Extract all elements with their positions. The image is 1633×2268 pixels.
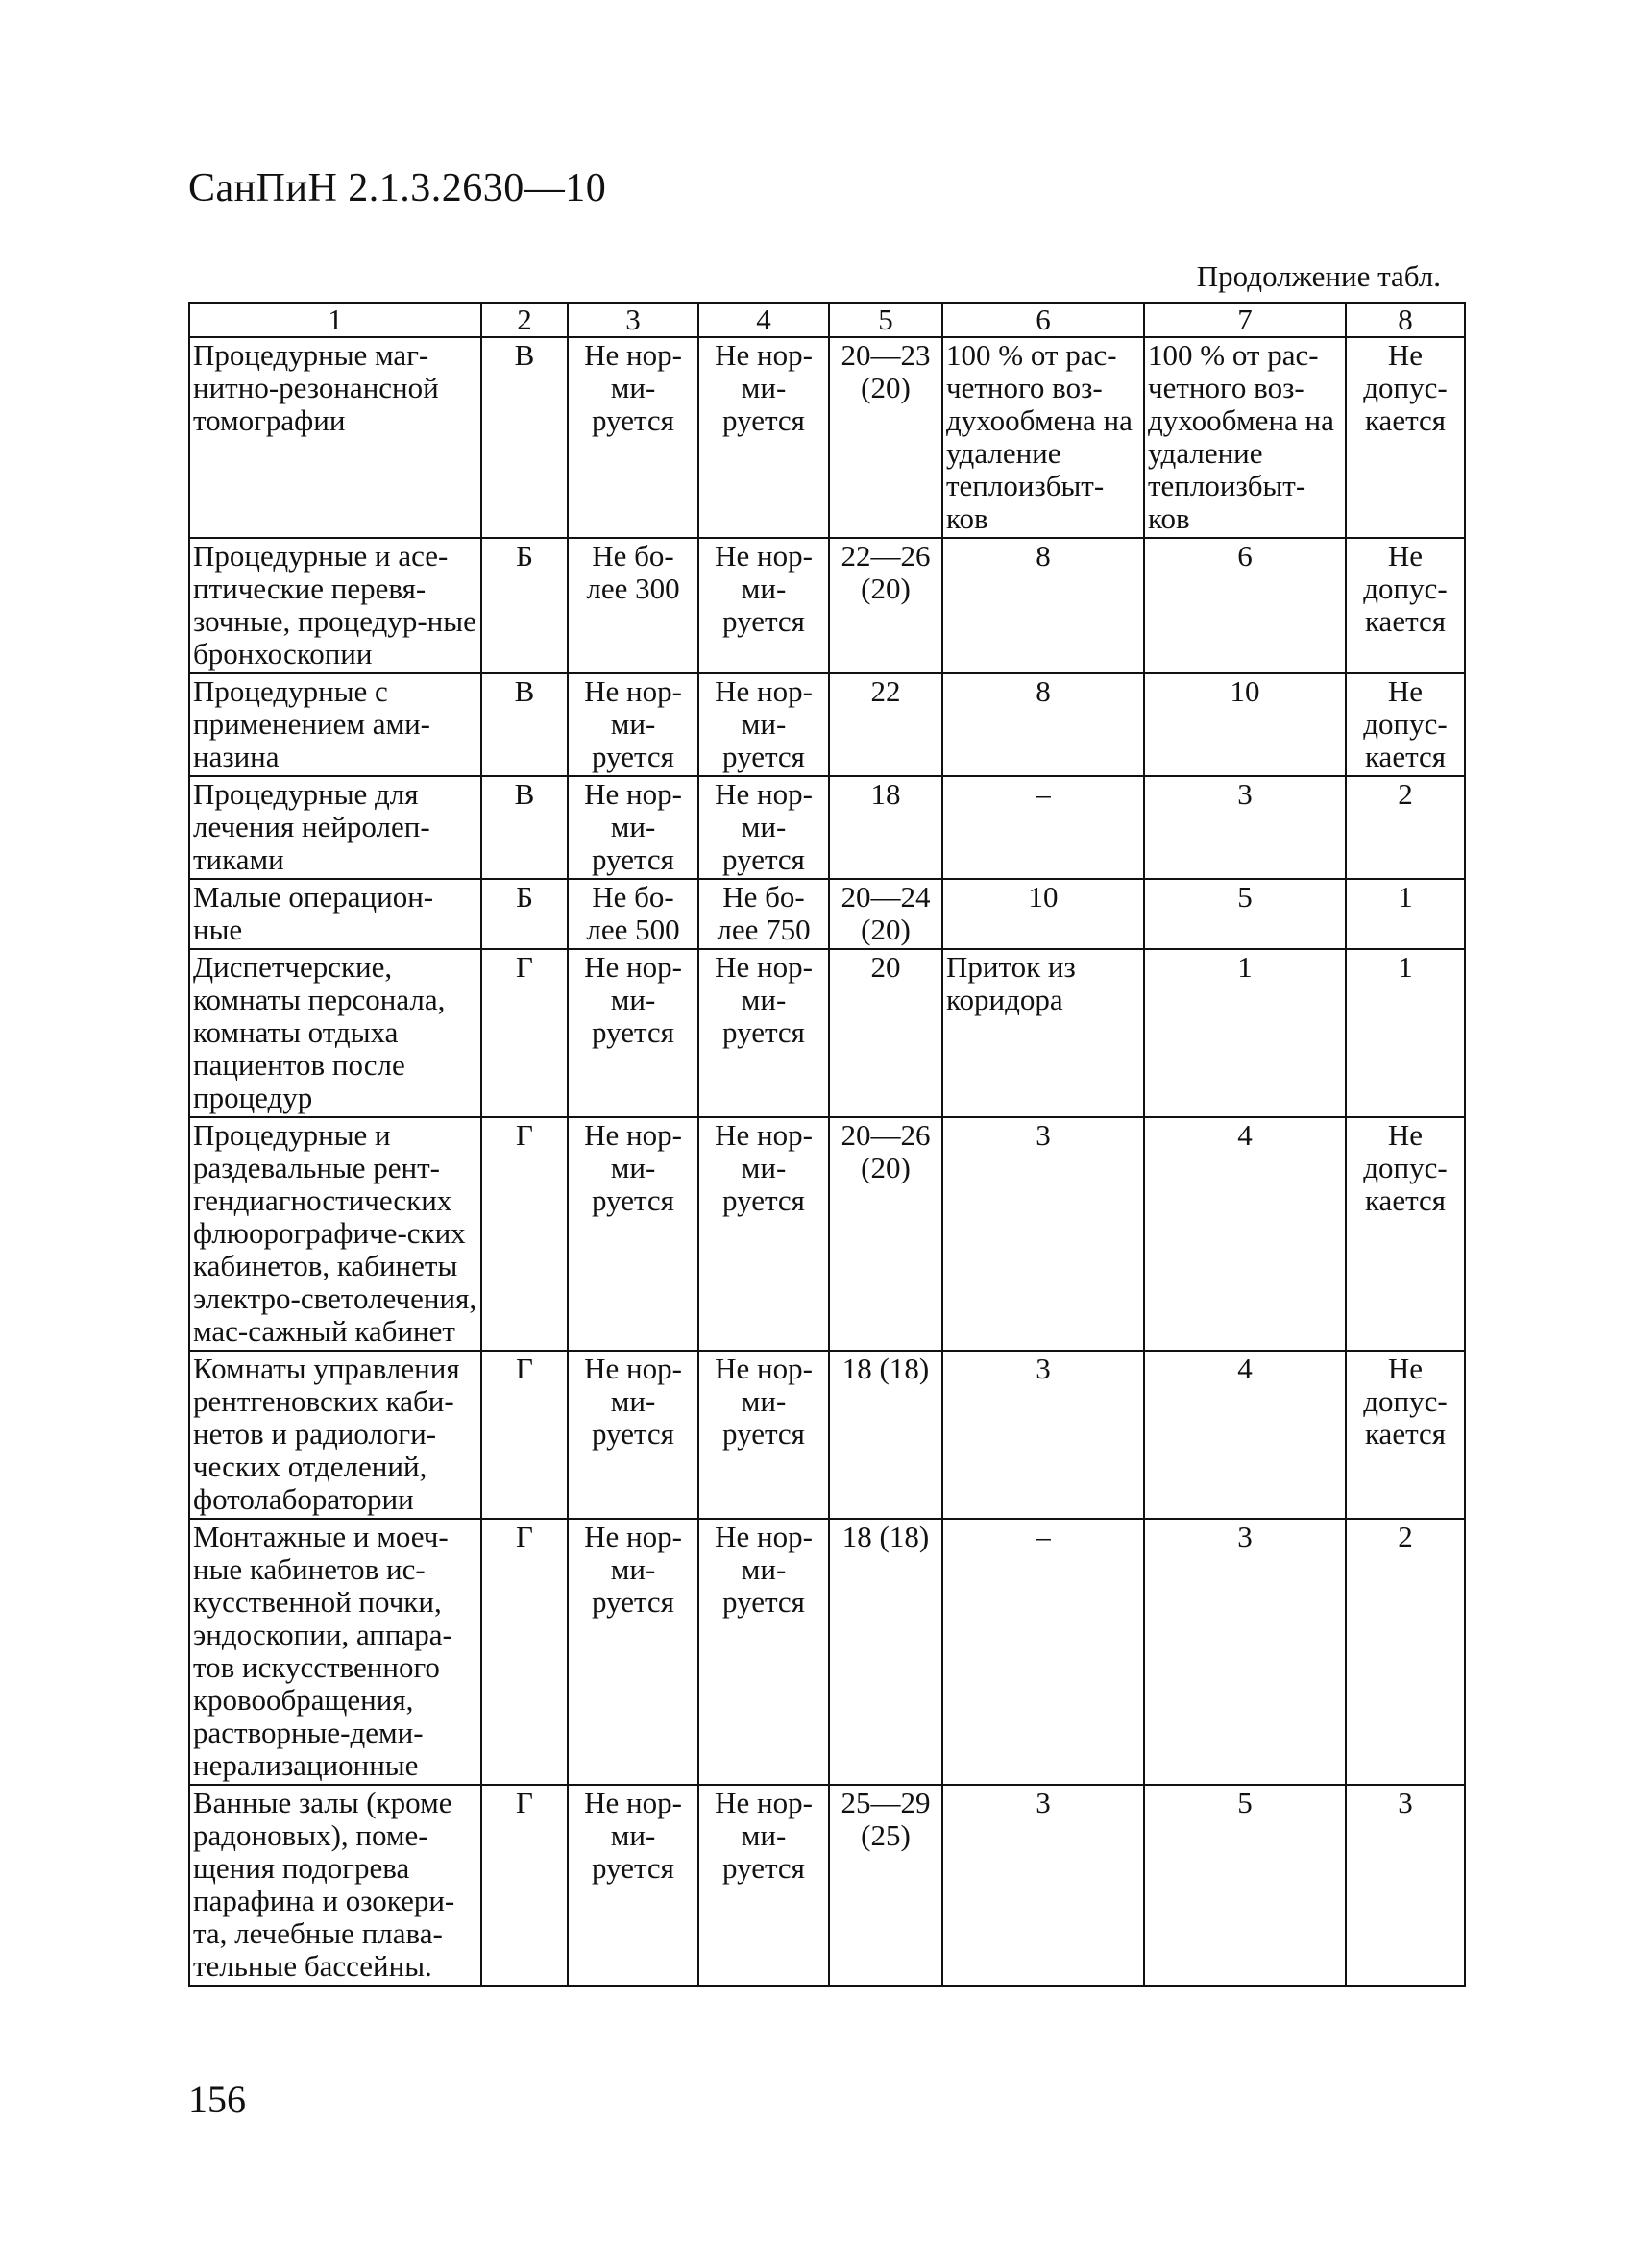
table-cell-c2: В <box>481 337 568 538</box>
table-cell-c3: Не бо-лее 300 <box>568 538 698 673</box>
table-cell-c7: 100 % от рас-четного воз-духообмена на удаление теплоизбыт-ков <box>1144 337 1346 538</box>
header-cell-2: 2 <box>481 303 568 337</box>
table-cell-c7: 5 <box>1144 879 1346 949</box>
table-cell-c2: В <box>481 673 568 776</box>
table-row <box>189 1117 1465 1351</box>
table-cell-c6: 100 % от рас-четного воз-духообмена на удаление теплоизбыт-ков <box>942 337 1144 538</box>
table-cell-c8: Не допус-кается <box>1346 1117 1465 1351</box>
table-cell-c7: 10 <box>1144 673 1346 776</box>
table-cell-c3: Не нор-ми-руется <box>568 337 698 538</box>
table-cell-c3: Не нор-ми-руется <box>568 949 698 1117</box>
table-cell-c5: 20—26 (20) <box>829 1117 942 1351</box>
table-cell-c1: Комнаты управления рентгеновских каби-нетов и радиологи-ческих отделений, фотолаборатории <box>189 1351 481 1519</box>
table-cell-c2: В <box>481 776 568 879</box>
table-cell-c5: 18 (18) <box>829 1351 942 1519</box>
table-cell-c6: 10 <box>942 879 1144 949</box>
table-cell-c7: 1 <box>1144 949 1346 1117</box>
table-cell-c5: 25—29 (25) <box>829 1785 942 1986</box>
table-cell-c3: Не нор-ми-руется <box>568 1519 698 1785</box>
table-cell-c7: 3 <box>1144 1519 1346 1785</box>
table-cell-c7: 4 <box>1144 1117 1346 1351</box>
table-cell-c1: Процедурные с применением ами-назина <box>189 673 481 776</box>
header-cell-4: 4 <box>698 303 829 337</box>
table-cell-c8: Не допус-кается <box>1346 337 1465 538</box>
table-row <box>189 673 1465 776</box>
table-cell-c6: – <box>942 1519 1144 1785</box>
table-row <box>189 538 1465 673</box>
table-cell-c8: 2 <box>1346 776 1465 879</box>
table-cell-c5: 20—23 (20) <box>829 337 942 538</box>
table-cell-c3: Не нор-ми-руется <box>568 1351 698 1519</box>
table-cell-c2: Г <box>481 1117 568 1351</box>
table-cell-c1: Диспетчерские, комнаты персонала, комнаты отдыха пациентов после процедур <box>189 949 481 1117</box>
table-cell-c7: 4 <box>1144 1351 1346 1519</box>
table-cell-c2: Б <box>481 538 568 673</box>
page-number: 156 <box>188 2078 246 2121</box>
table-cell-c8: 1 <box>1346 949 1465 1117</box>
table-row <box>189 776 1465 879</box>
table-cell-c2: Г <box>481 1519 568 1785</box>
table-cell-c7: 5 <box>1144 1785 1346 1986</box>
table-continuation-label: Продолжение табл. <box>1196 259 1441 293</box>
table-cell-c2: Г <box>481 949 568 1117</box>
table-row <box>189 879 1465 949</box>
table-cell-c1: Процедурные и асе-птические перевя-зочные, процедур-ные бронхоскопии <box>189 538 481 673</box>
table-cell-c2: Б <box>481 879 568 949</box>
table-cell-c5: 18 <box>829 776 942 879</box>
table-cell-c1: Ванные залы (кроме радоновых), поме-щения подогрева парафина и озокери-та, лечебные плава-тельные бассейны. <box>189 1785 481 1986</box>
table-cell-c4: Не бо-лее 750 <box>698 879 829 949</box>
table-cell-c4: Не нор-ми-руется <box>698 949 829 1117</box>
table-cell-c3: Не бо-лее 500 <box>568 879 698 949</box>
table-cell-c3: Не нор-ми-руется <box>568 1117 698 1351</box>
document-title: СанПиН 2.1.3.2630—10 <box>188 166 607 210</box>
header-cell-1: 1 <box>189 303 481 337</box>
table-cell-c8: 3 <box>1346 1785 1465 1986</box>
table-cell-c6: 8 <box>942 673 1144 776</box>
table-cell-c1: Процедурные для лечения нейролеп-тиками <box>189 776 481 879</box>
table-cell-c5: 18 (18) <box>829 1519 942 1785</box>
header-cell-5: 5 <box>829 303 942 337</box>
table-cell-c8: 1 <box>1346 879 1465 949</box>
table-cell-c5: 22 <box>829 673 942 776</box>
header-cell-6: 6 <box>942 303 1144 337</box>
table-cell-c1: Процедурные маг-нитно-резонансной томографии <box>189 337 481 538</box>
table-header-row <box>189 303 1465 337</box>
table-cell-c4: Не нор-ми-руется <box>698 1117 829 1351</box>
table-row <box>189 337 1465 538</box>
header-cell-8: 8 <box>1346 303 1465 337</box>
table-cell-c1: Малые операцион-ные <box>189 879 481 949</box>
table-cell-c6: 3 <box>942 1117 1144 1351</box>
table-row <box>189 949 1465 1117</box>
table-cell-c5: 20—24 (20) <box>829 879 942 949</box>
table-row <box>189 1785 1465 1986</box>
table-cell-c6: – <box>942 776 1144 879</box>
table-cell-c1: Монтажные и моеч-ные кабинетов ис-кусственной почки, эндоскопии, аппара-тов искусственного кровообращения, растворные-деми-нерализационные <box>189 1519 481 1785</box>
table-cell-c4: Не нор-ми-руется <box>698 1785 829 1986</box>
table-cell-c4: Не нор-ми-руется <box>698 1519 829 1785</box>
table-cell-c7: 6 <box>1144 538 1346 673</box>
table-cell-c6: 8 <box>942 538 1144 673</box>
table-cell-c8: Не допус-кается <box>1346 538 1465 673</box>
table-cell-c3: Не нор-ми-руется <box>568 1785 698 1986</box>
table-cell-c4: Не нор-ми-руется <box>698 538 829 673</box>
header-cell-3: 3 <box>568 303 698 337</box>
table-cell-c6: Приток из коридора <box>942 949 1144 1117</box>
table-cell-c2: Г <box>481 1785 568 1986</box>
table-cell-c3: Не нор-ми-руется <box>568 673 698 776</box>
norms-table <box>188 302 1466 1987</box>
table-row <box>189 1519 1465 1785</box>
table-cell-c4: Не нор-ми-руется <box>698 776 829 879</box>
table-cell-c8: 2 <box>1346 1519 1465 1785</box>
table-cell-c6: 3 <box>942 1351 1144 1519</box>
table-cell-c3: Не нор-ми-руется <box>568 776 698 879</box>
table-cell-c6: 3 <box>942 1785 1144 1986</box>
table-cell-c8: Не допус-кается <box>1346 673 1465 776</box>
table-cell-c2: Г <box>481 1351 568 1519</box>
table-row <box>189 1351 1465 1519</box>
header-cell-7: 7 <box>1144 303 1346 337</box>
table-cell-c7: 3 <box>1144 776 1346 879</box>
table-cell-c5: 20 <box>829 949 942 1117</box>
table-cell-c5: 22—26 (20) <box>829 538 942 673</box>
table-cell-c4: Не нор-ми-руется <box>698 673 829 776</box>
table-cell-c4: Не нор-ми-руется <box>698 1351 829 1519</box>
table-cell-c4: Не нор-ми-руется <box>698 337 829 538</box>
table-cell-c8: Не допус-кается <box>1346 1351 1465 1519</box>
table-cell-c1: Процедурные и раздевальные рент-гендиагностических флюорографиче-ских кабинетов, кабинеты электро-светолечения, мас-сажный кабинет <box>189 1117 481 1351</box>
